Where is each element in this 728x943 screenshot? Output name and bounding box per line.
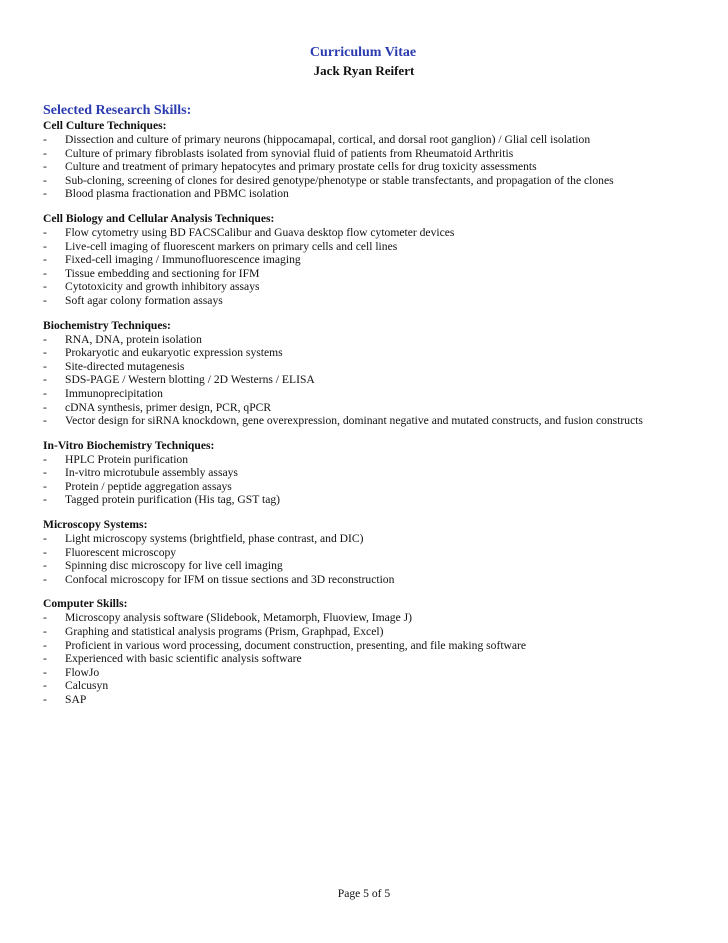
bullet-dash: -	[43, 146, 47, 160]
list-item-text: Light microscopy systems (brightfield, phase contrast, and DIC)	[65, 532, 364, 546]
list-item-text: RNA, DNA, protein isolation	[65, 332, 202, 346]
list-item	[43, 414, 713, 428]
bullet-dash: -	[43, 266, 47, 280]
author-name: Jack Ryan Reifert	[313, 63, 415, 78]
list-item-text: FlowJo	[65, 665, 100, 679]
list-item	[43, 253, 713, 267]
list-item-text: Proficient in various word processing, document construction, presenting, and file making software	[65, 638, 527, 652]
list-item	[43, 387, 713, 401]
list-item	[43, 666, 713, 680]
bullet-dash: -	[43, 452, 47, 466]
list-item-text: Fixed-cell imaging / Immunofluorescence imaging	[65, 253, 301, 267]
bullet-dash: -	[43, 466, 47, 480]
list-item-text: Dissection and culture of primary neurons (hippocamapal, cortical, and dorsal root ganglion) / Glial cell isolation	[65, 133, 591, 146]
list-item-text: cDNA synthesis, primer design, PCR, qPCR	[65, 400, 272, 414]
list-item-text: Spinning disc microscopy for live cell imaging	[65, 559, 283, 573]
bullet-dash: -	[43, 479, 47, 493]
page-number: Page 5 of 5	[337, 887, 391, 900]
bullet-dash: -	[43, 160, 47, 174]
skills-list	[43, 333, 713, 428]
section-heading: Cell Culture Techniques:	[43, 119, 167, 132]
bullet-dash: -	[43, 493, 47, 507]
in-vitro-biochemistry-section	[43, 439, 713, 507]
biochemistry-section	[43, 319, 713, 428]
section-heading: Cell Biology and Cellular Analysis Techniques:	[43, 211, 275, 225]
bullet-dash: -	[43, 611, 47, 625]
bullet-dash: -	[43, 359, 47, 373]
section-heading: Computer Skills:	[43, 597, 128, 611]
bullet-dash: -	[43, 559, 47, 573]
list-item-text: Experienced with basic scientific analysis software	[65, 652, 302, 666]
list-item-text: Graphing and statistical analysis programs (Prism, Graphpad, Excel)	[65, 625, 384, 639]
list-item-text: In-vitro microtubule assembly assays	[65, 466, 238, 480]
list-item-text: HPLC Protein purification	[65, 452, 189, 466]
bullet-dash: -	[43, 545, 47, 559]
list-item	[43, 160, 713, 174]
list-item	[43, 333, 713, 347]
list-item	[43, 401, 713, 415]
list-item	[43, 240, 713, 254]
bullet-dash: -	[43, 187, 47, 201]
list-item	[43, 679, 713, 693]
bullet-dash: -	[43, 253, 47, 267]
list-item-text: Culture of primary fibroblasts isolated from synovial fluid of patients from Rheumatoid Arthritis	[65, 146, 514, 160]
list-item	[43, 693, 713, 707]
cell-culture-section	[43, 119, 713, 201]
list-item	[43, 360, 713, 374]
list-item-text: Fluorescent microscopy	[65, 545, 177, 559]
bullet-dash: -	[43, 638, 47, 652]
bullet-dash: -	[43, 386, 47, 400]
bullet-dash: -	[43, 280, 47, 294]
list-item	[43, 652, 713, 666]
bullet-dash: -	[43, 679, 47, 693]
list-item	[43, 573, 713, 587]
list-item	[43, 346, 713, 360]
section-heading: Microscopy Systems:	[43, 518, 148, 532]
list-item-text: Live-cell imaging of fluorescent markers on primary cells and cell lines	[65, 239, 398, 253]
list-item-text: Confocal microscopy for IFM on tissue sections and 3D reconstruction	[65, 572, 395, 586]
list-item-text: SDS-PAGE / Western blotting / 2D Westerns / ELISA	[65, 373, 315, 387]
list-item-text: Tagged protein purification (His tag, GST tag)	[65, 493, 281, 507]
list-item	[43, 493, 713, 507]
skills-list	[43, 133, 713, 201]
list-item	[43, 267, 713, 281]
list-item	[43, 187, 713, 201]
document-title: Curriculum Vitae	[309, 45, 417, 60]
list-item	[43, 639, 713, 653]
bullet-dash: -	[43, 239, 47, 253]
skills-list	[43, 532, 713, 586]
bullet-dash: -	[43, 173, 47, 187]
list-item	[43, 280, 713, 294]
bullet-dash: -	[43, 346, 47, 360]
bullet-dash: -	[43, 400, 47, 414]
bullet-dash: -	[43, 332, 47, 346]
list-item	[43, 466, 713, 480]
list-item	[43, 532, 713, 546]
research-skills-content	[43, 103, 713, 707]
list-item-text: Cytotoxicity and growth inhibitory assays	[65, 280, 260, 294]
list-item-text: Site-directed mutagenesis	[65, 359, 185, 373]
list-item-text: Vector design for siRNA knockdown, gene overexpression, dominant negative and mutated constructs, and fusion constructs	[65, 414, 643, 428]
list-item-text: Protein / peptide aggregation assays	[65, 479, 232, 493]
bullet-dash: -	[43, 225, 47, 239]
microscopy-systems-section	[43, 518, 713, 586]
bullet-dash: -	[43, 625, 47, 639]
list-item-text: Soft agar colony formation assays	[65, 293, 223, 307]
list-item-text: Prokaryotic and eukaryotic expression systems	[65, 346, 283, 360]
bullet-dash: -	[43, 693, 47, 706]
list-item-text: Tissue embedding and sectioning for IFM	[65, 266, 260, 280]
skills-list	[43, 453, 713, 507]
list-item-text: Culture and treatment of primary hepatocytes and primary prostate cells for drug toxicity assessments	[65, 160, 537, 174]
list-item-text: Microscopy analysis software (Slidebook, Metamorph, Fluoview, Image J)	[65, 611, 412, 625]
section-heading: Biochemistry Techniques:	[43, 318, 171, 332]
list-item-text: SAP	[65, 693, 87, 706]
list-item-text: Flow cytometry using BD FACSCalibur and Guava desktop flow cytometer devices	[65, 225, 455, 239]
list-item	[43, 546, 713, 560]
bullet-dash: -	[43, 665, 47, 679]
section-heading: In-Vitro Biochemistry Techniques:	[43, 438, 215, 452]
list-item-text: Immunoprecipitation	[65, 386, 163, 400]
list-item	[43, 453, 713, 467]
list-item-text: Sub-cloning, screening of clones for desired genotype/phenotype or stable transfectants, and propagation of the clones	[65, 173, 614, 187]
bullet-dash: -	[43, 373, 47, 387]
list-item	[43, 373, 713, 387]
bullet-dash: -	[43, 293, 47, 307]
computer-skills-section	[43, 597, 713, 706]
skills-list	[43, 226, 713, 308]
list-item	[43, 133, 713, 147]
list-item	[43, 559, 713, 573]
list-item	[43, 611, 713, 625]
list-item	[43, 174, 713, 188]
bullet-dash: -	[43, 532, 47, 546]
list-item	[43, 294, 713, 308]
list-item-text: Calcusyn	[65, 679, 109, 693]
bullet-dash: -	[43, 414, 47, 428]
bullet-dash: -	[43, 572, 47, 586]
list-item-text: Blood plasma fractionation and PBMC isolation	[65, 187, 289, 201]
list-item	[43, 625, 713, 639]
cell-biology-section	[43, 212, 713, 308]
skills-list	[43, 611, 713, 706]
list-item	[43, 480, 713, 494]
list-item	[43, 147, 713, 161]
bullet-dash: -	[43, 652, 47, 666]
list-item	[43, 226, 713, 240]
bullet-dash: -	[43, 133, 47, 146]
selected-research-skills-title: Selected Research Skills:	[43, 103, 192, 118]
